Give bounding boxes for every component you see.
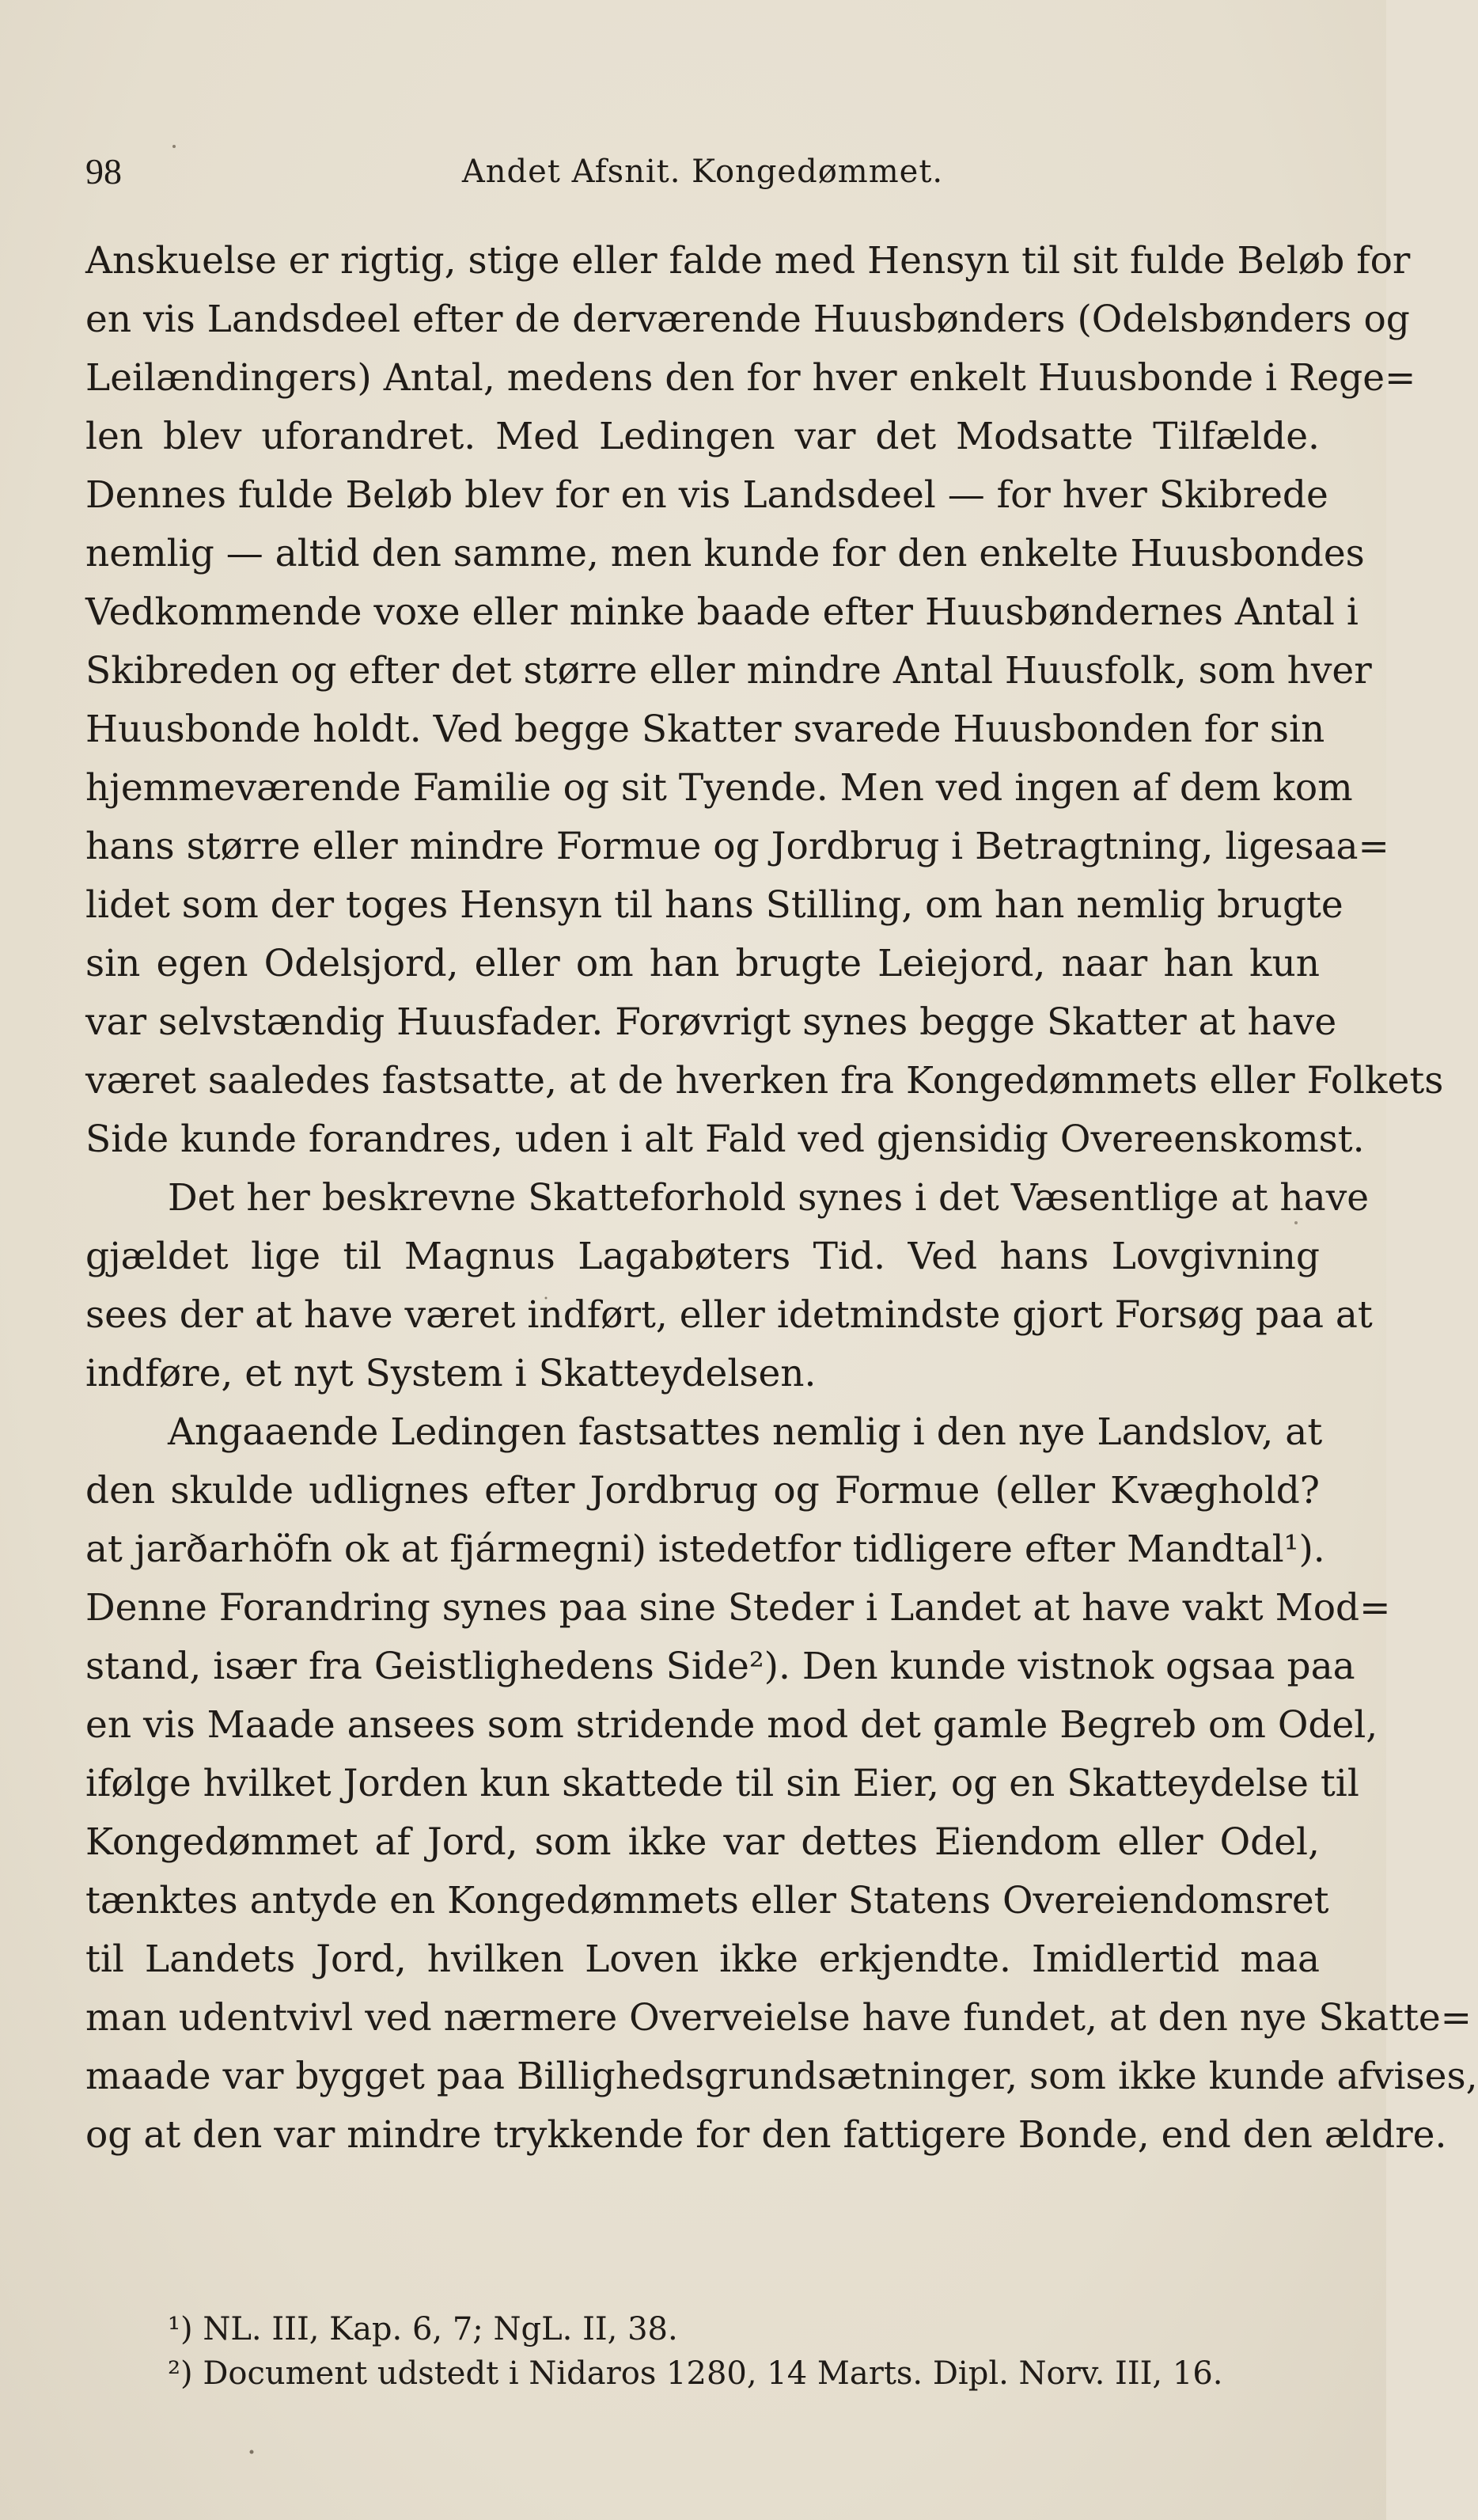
text-line: var selvstændig Huusfader. Forøvrigt synes begge Skatter at have xyxy=(85,1000,1337,1044)
page-number: 98 xyxy=(85,151,122,192)
footnote-1: ¹) NL. III, Kap. 6, 7; NgL. II, 38. xyxy=(168,2311,678,2347)
text-line: nemlig — altid den samme, men kunde for den enkelte Huusbondes xyxy=(85,532,1365,575)
text-line: indføre, et nyt System i Skatteydelsen. xyxy=(85,1352,817,1395)
text-line: Dennes fulde Beløb blev for en vis Landsdeel — for hver Skibrede xyxy=(85,473,1328,517)
running-head: Andet Afsnit. Kongedømmet. xyxy=(461,154,944,190)
text-line: tænktes antyde en Kongedømmets eller Statens Overeiendomsret xyxy=(85,1879,1329,1922)
text-line: været saaledes fastsatte, at de hverken fra Kongedømmets eller Folkets xyxy=(85,1059,1444,1102)
text-line: hans større eller mindre Formue og Jordbrug i Betragtning, ligesaa= xyxy=(85,825,1389,868)
text-line: til Landets Jord, hvilken Loven ikke erkjendte. Imidlertid maa xyxy=(85,1937,1320,1981)
text-line: og at den var mindre trykkende for den fattigere Bonde, end den ældre. xyxy=(85,2113,1447,2157)
footnotes xyxy=(85,2307,1320,2396)
text-line: Vedkommende voxe eller minke baade efter Huusbøndernes Antal i xyxy=(85,590,1359,634)
text-line: Denne Forandring synes paa sine Steder i Landet at have vakt Mod= xyxy=(85,1586,1391,1630)
text-line: en vis Landsdeel efter de derværende Huusbønders (Odelsbønders og xyxy=(85,298,1410,341)
text-line: len blev uforandret. Med Ledingen var det Modsatte Tilfælde. xyxy=(85,415,1320,458)
text-line: Huusbonde holdt. Ved begge Skatter svarede Huusbonden for sin xyxy=(85,708,1325,751)
text-line: Anskuelse er rigtig, stige eller falde med Hensyn til sit fulde Beløb for xyxy=(85,239,1411,283)
text-line: sees der at have været indført, eller idetmindste gjort Forsøg paa at xyxy=(85,1293,1373,1337)
text-line: en vis Maade ansees som stridende mod det gamle Begreb om Odel, xyxy=(85,1703,1378,1747)
text-line: ifølge hvilket Jorden kun skattede til sin Eier, og en Skatteydelse til xyxy=(85,1762,1359,1805)
text-line: lidet som der toges Hensyn til hans Stilling, om han nemlig brugte xyxy=(85,883,1343,927)
text-line: Skibreden og efter det større eller mindre Antal Huusfolk, som hver xyxy=(85,649,1372,693)
text-line: Kongedømmet af Jord, som ikke var dettes Eiendom eller Odel, xyxy=(85,1820,1320,1864)
text-line: stand, især fra Geistlighedens Side²). Den kunde vistnok ogsaa paa xyxy=(85,1645,1355,1688)
text-line: maade var bygget paa Billighedsgrundsætninger, som ikke kunde afvises, xyxy=(85,2055,1478,2098)
page-header xyxy=(85,150,1320,198)
text-line: Leilændingers) Antal, medens den for hver enkelt Huusbonde i Rege= xyxy=(85,356,1416,400)
text-line: gjældet lige til Magnus Lagabøters Tid. Ved hans Lovgivning xyxy=(85,1235,1320,1278)
body-text xyxy=(85,232,1478,2165)
text-line: den skulde udlignes efter Jordbrug og Formue (eller Kvæghold? xyxy=(85,1469,1320,1512)
text-line: at jarðarhöfn ok at fjármegni) istedetfor tidligere efter Mandtal¹). xyxy=(85,1528,1325,1571)
text-line: Side kunde forandres, uden i alt Fald ved gjensidig Overeenskomst. xyxy=(85,1118,1365,1161)
text-line: man udentvivl ved nærmere Overveielse have fundet, at den nye Skatte= xyxy=(85,1996,1472,2040)
text-line-paragraph-start: Det her beskrevne Skatteforhold synes i det Væsentlige at have xyxy=(168,1176,1370,1220)
text-line-paragraph-start: Angaaende Ledingen fastsattes nemlig i den nye Landslov, at xyxy=(168,1410,1323,1454)
footnote-2: ²) Document udstedt i Nidaros 1280, 14 Marts. Dipl. Norv. III, 16. xyxy=(168,2355,1223,2392)
text-line: hjemmeværende Familie og sit Tyende. Men ved ingen af dem kom xyxy=(85,766,1353,810)
text-line: sin egen Odelsjord, eller om han brugte Leiejord, naar han kun xyxy=(85,942,1320,985)
